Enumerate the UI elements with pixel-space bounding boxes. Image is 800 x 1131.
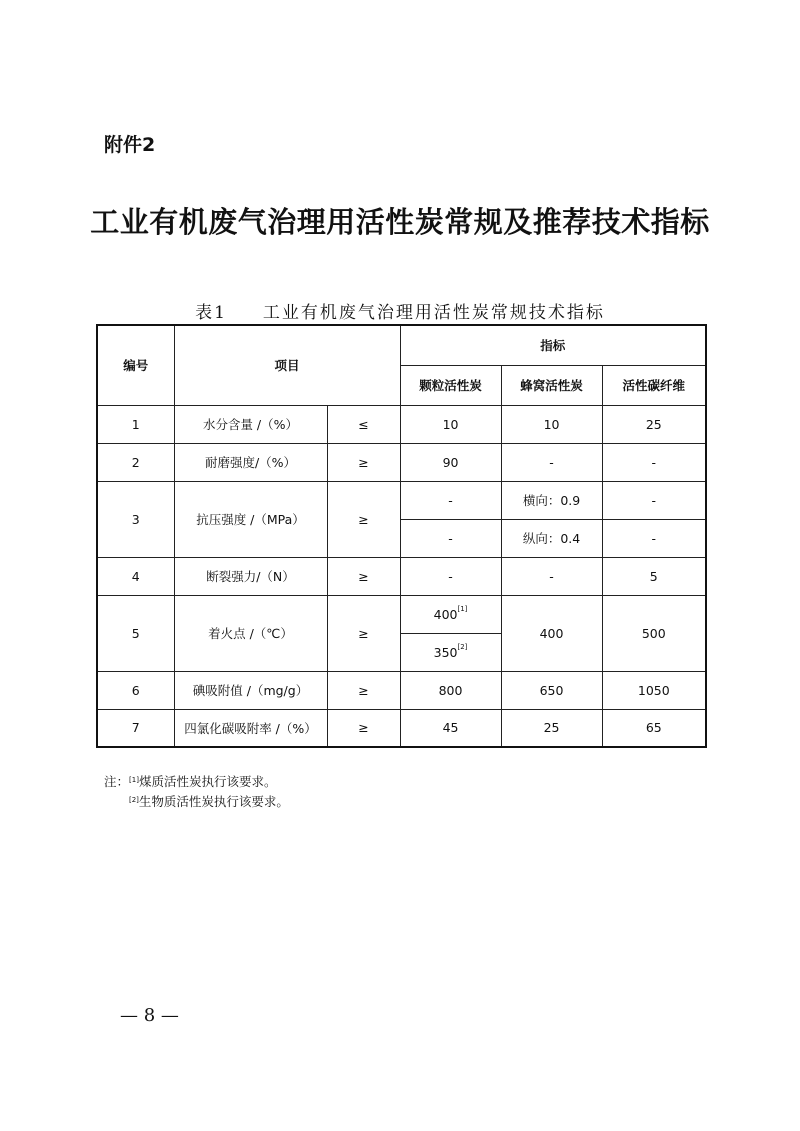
row-item: 断裂强力/（N）	[174, 557, 327, 595]
cell-fiber: 5	[602, 557, 706, 595]
cell-honeycomb: 650	[501, 671, 602, 709]
document-title: 工业有机废气治理用活性炭常规及推荐技术指标	[90, 205, 710, 239]
cell-value: 350	[433, 644, 458, 660]
cell-granular: -	[400, 557, 501, 595]
cell-honeycomb: 横向：0.9	[501, 481, 602, 519]
row-item: 碘吸附值 /（mg/g）	[174, 671, 327, 709]
header-granular: 颗粒活性炭	[400, 365, 501, 405]
row-number: 1	[97, 405, 174, 443]
cell-fiber: 65	[602, 709, 706, 747]
row-operator: ≥	[327, 443, 400, 481]
table-row	[97, 443, 706, 481]
cell-granular: 45	[400, 709, 501, 747]
header-indicator: 指标	[400, 325, 706, 365]
cell-honeycomb: 400	[501, 595, 602, 671]
cell-fiber: 500	[602, 595, 706, 671]
cell-granular: 800	[400, 671, 501, 709]
note-2	[104, 792, 289, 812]
cell-honeycomb: -	[501, 443, 602, 481]
table-row	[97, 709, 706, 747]
row-item: 耐磨强度/（%）	[174, 443, 327, 481]
table-caption	[0, 298, 800, 323]
table-row	[97, 595, 706, 633]
cell-granular: 90	[400, 443, 501, 481]
row-number: 6	[97, 671, 174, 709]
table-row	[97, 671, 706, 709]
row-operator: ≥	[327, 709, 400, 747]
row-item: 四氯化碳吸附率 /（%）	[174, 709, 327, 747]
table-row	[97, 481, 706, 519]
page-number: — 8 —	[120, 1005, 179, 1026]
cell-honeycomb: 纵向：0.4	[501, 519, 602, 557]
row-item: 抗压强度 /（MPa）	[174, 481, 327, 557]
cell-granular	[400, 595, 501, 633]
header-fiber: 活性碳纤维	[602, 365, 706, 405]
cell-fiber: 1050	[602, 671, 706, 709]
footnote-ref: [2]	[129, 796, 139, 804]
header-item: 项目	[174, 325, 400, 405]
cell-fiber: -	[602, 519, 706, 557]
cell-honeycomb: -	[501, 557, 602, 595]
row-number: 4	[97, 557, 174, 595]
row-operator: ≥	[327, 671, 400, 709]
cell-honeycomb: 25	[501, 709, 602, 747]
table-row	[97, 557, 706, 595]
cell-fiber: 25	[602, 405, 706, 443]
row-operator: ≤	[327, 405, 400, 443]
row-number: 3	[97, 481, 174, 557]
table-row	[97, 405, 706, 443]
row-operator: ≥	[327, 481, 400, 557]
cell-granular: -	[400, 481, 501, 519]
row-number: 7	[97, 709, 174, 747]
note-text: 生物质活性炭执行该要求。	[138, 794, 289, 809]
cell-value: 400	[433, 606, 458, 622]
header-number: 编号	[97, 325, 174, 405]
note-prefix: 注：	[104, 774, 130, 789]
cell-granular	[400, 633, 501, 671]
table-caption-text: 工业有机废气治理用活性炭常规技术指标	[262, 303, 605, 323]
cell-honeycomb: 10	[501, 405, 602, 443]
row-item: 水分含量 /（%）	[174, 405, 327, 443]
cell-fiber: -	[602, 481, 706, 519]
row-item: 着火点 /（℃）	[174, 595, 327, 671]
row-number: 5	[97, 595, 174, 671]
note-1	[104, 772, 289, 792]
header-honeycomb: 蜂窝活性炭	[501, 365, 602, 405]
note-text: 煤质活性炭执行该要求。	[138, 774, 277, 789]
row-operator: ≥	[327, 595, 400, 671]
attachment-label: 附件2	[104, 134, 156, 156]
footnote-ref: [1]	[129, 776, 139, 784]
table-notes	[104, 772, 289, 812]
table-caption-number: 表1	[195, 303, 227, 323]
footnote-ref: [1]	[457, 604, 468, 613]
spec-table	[96, 324, 707, 748]
cell-granular: -	[400, 519, 501, 557]
cell-granular: 10	[400, 405, 501, 443]
footnote-ref: [2]	[457, 642, 468, 651]
cell-fiber: -	[602, 443, 706, 481]
row-operator: ≥	[327, 557, 400, 595]
row-number: 2	[97, 443, 174, 481]
